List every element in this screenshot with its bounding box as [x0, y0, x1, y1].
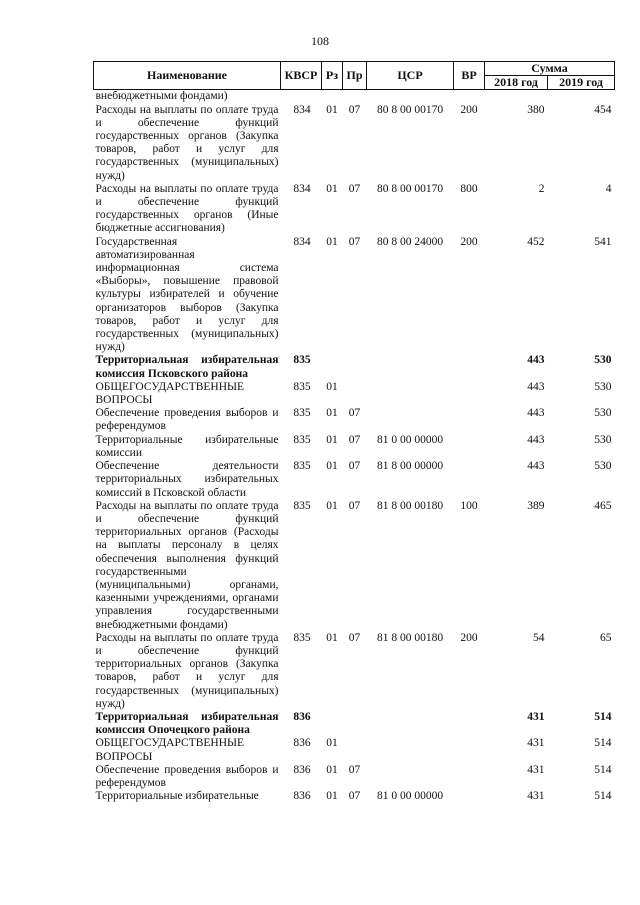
cell-vr: [454, 90, 485, 104]
cell-rz: [322, 90, 343, 104]
cell-amount-2018: 443: [527, 354, 545, 367]
cell-rz: 01: [326, 499, 338, 512]
cell-amount-2019: 514: [594, 763, 612, 776]
cell-vr: 200: [460, 103, 478, 116]
header-name: Наименование: [94, 62, 281, 90]
table-row: [94, 764, 615, 790]
cell-name: Расходы на выплаты по оплате труда и обеспечение функций территориальных органов (Закупка товаров, работ и услуг для государственных (муниципальных) нужд): [95, 631, 279, 710]
cell-csr: [367, 737, 454, 763]
cell-kvsr: [281, 90, 322, 104]
cell-csr: [367, 354, 454, 380]
cell-vr: [454, 460, 485, 500]
table-body: [94, 90, 615, 803]
cell-kvsr: 834: [293, 182, 311, 195]
cell-pr: 07: [348, 103, 361, 116]
header-csr: ЦСР: [367, 62, 454, 90]
cell-pr: [343, 711, 367, 737]
cell-kvsr: 835: [293, 433, 311, 446]
header-sum: Сумма: [485, 62, 615, 76]
cell-vr: [454, 764, 485, 790]
cell-kvsr: 835: [293, 407, 311, 420]
cell-csr: 81 0 00 00000: [376, 790, 444, 803]
table-row: [94, 500, 615, 632]
cell-amount-2019: 465: [594, 499, 612, 512]
cell-vr: 200: [460, 235, 478, 248]
cell-amount-2018: 380: [527, 103, 545, 116]
cell-name: Государственная автоматизированная информационная система «Выборы», повышение правовой культуры избирателей и обучение организаторов выборов (Закупка товаров, работ и услуг для государственных (муниципальных) нужд): [95, 235, 279, 354]
cell-amount-2018: 389: [527, 499, 545, 512]
cell-csr: 81 8 00 00000: [376, 460, 444, 473]
header-kvsr: КВСР: [281, 62, 322, 90]
cell-amount-2018: 431: [527, 737, 545, 750]
cell-pr: 07: [348, 182, 361, 195]
table-row: [94, 711, 615, 737]
cell-name: Территориальные избирательные комиссии: [95, 433, 279, 459]
table-row: [94, 381, 615, 407]
table-row: [94, 790, 615, 803]
cell-rz: 01: [326, 407, 338, 420]
cell-vr: [454, 354, 485, 380]
cell-amount-2018: 443: [527, 407, 545, 420]
cell-pr: [343, 737, 367, 763]
cell-amount-2019: 4: [605, 182, 612, 195]
cell-kvsr: 836: [293, 790, 311, 803]
cell-pr: 07: [348, 631, 361, 644]
cell-vr: 800: [460, 182, 478, 195]
cell-name: Территориальная избирательная комиссия Опочецкого района: [95, 710, 279, 737]
cell-name: Обеспечение деятельности территориальных избирательных комиссий в Псковской области: [95, 460, 279, 499]
cell-rz: 01: [326, 380, 338, 393]
cell-kvsr: 835: [293, 380, 311, 393]
table-row: [94, 183, 615, 236]
page-number: 108: [311, 34, 329, 48]
cell-csr: 80 8 00 00170: [376, 103, 444, 116]
cell-amount-2019: 454: [594, 103, 612, 116]
cell-csr: 81 0 00 00000: [376, 433, 444, 446]
header-pr: Пр: [343, 62, 367, 90]
cell-name: Расходы на выплаты по оплате труда и обеспечение функций территориальных органов (Расходы на выплаты персоналу в целях обеспечения выполнения функций государственными (муниципальными) органами, казенными учреждениями, органами управления государственными внебюджетными фондами): [95, 499, 279, 631]
cell-name: внебюджетными фондами): [95, 90, 228, 103]
header-vr: ВР: [454, 62, 485, 90]
cell-vr: [454, 737, 485, 763]
table-row: [94, 737, 615, 763]
cell-kvsr: 835: [293, 354, 311, 367]
cell-name: Территориальная избирательная комиссия Псковского района: [95, 354, 279, 380]
table-row: [94, 90, 615, 104]
table-row: [94, 236, 615, 355]
cell-amount-2019: 530: [594, 354, 612, 367]
cell-rz: 01: [326, 460, 338, 473]
cell-name: Расходы на выплаты по оплате труда и обеспечение функций государственных органов (Закупка товаров, работ и услуг для государственных (муниципальных) нужд): [95, 103, 279, 182]
cell-amount-2019: 530: [594, 380, 612, 393]
cell-vr: [454, 381, 485, 407]
cell-vr: [454, 434, 485, 460]
cell-pr: 07: [348, 790, 361, 803]
cell-amount-2019: 530: [594, 460, 612, 473]
cell-amount-2019: 530: [594, 407, 612, 420]
cell-amount-2019: 541: [594, 235, 612, 248]
cell-pr: 07: [348, 433, 361, 446]
header-year-2019: 2019 год: [548, 76, 615, 90]
cell-csr: 80 8 00 00170: [376, 182, 444, 195]
cell-csr: 81 8 00 00180: [376, 499, 444, 512]
cell-name: Расходы на выплаты по оплате труда и обеспечение функций государственных органов (Иные бюджетные ассигнования): [95, 182, 279, 235]
cell-rz: 01: [326, 631, 338, 644]
cell-pr: 07: [348, 499, 361, 512]
cell-csr: [367, 407, 454, 433]
header-year-2018: 2018 год: [485, 76, 548, 90]
table-header: [94, 62, 615, 90]
cell-kvsr: 836: [293, 737, 311, 750]
cell-name: ОБЩЕГОСУДАРСТВЕННЫЕ ВОПРОСЫ: [95, 737, 245, 763]
table-row: [94, 104, 615, 183]
cell-pr: [343, 354, 367, 380]
cell-rz: 01: [326, 433, 338, 446]
cell-rz: [322, 711, 343, 737]
cell-vr: 200: [460, 631, 478, 644]
cell-amount-2019: 65: [600, 631, 612, 644]
cell-amount-2018: 443: [527, 460, 545, 473]
cell-kvsr: 835: [293, 499, 311, 512]
cell-kvsr: 834: [293, 235, 311, 248]
cell-pr: [343, 381, 367, 407]
cell-amount-2019: 514: [594, 790, 612, 803]
cell-name: Обеспечение проведения выборов и референдумов: [95, 407, 279, 433]
cell-pr: 07: [348, 763, 361, 776]
cell-rz: 01: [326, 737, 338, 750]
cell-amount-2018: 443: [527, 433, 545, 446]
budget-table: [93, 61, 615, 803]
table-row: [94, 632, 615, 711]
cell-kvsr: 835: [293, 460, 311, 473]
cell-amount-2019: 514: [594, 737, 612, 750]
cell-amount-2019: [548, 90, 615, 104]
cell-amount-2019: 530: [594, 433, 612, 446]
cell-kvsr: 836: [293, 763, 311, 776]
cell-pr: 07: [348, 407, 361, 420]
cell-amount-2018: 2: [538, 182, 545, 195]
cell-kvsr: 834: [293, 103, 311, 116]
cell-amount-2018: 431: [527, 710, 545, 723]
cell-amount-2018: 431: [527, 790, 545, 803]
cell-name: Обеспечение проведения выборов и референдумов: [95, 763, 279, 789]
cell-pr: 07: [348, 235, 361, 248]
cell-amount-2018: 54: [533, 631, 545, 644]
cell-amount-2018: 443: [527, 380, 545, 393]
cell-pr: [343, 90, 367, 104]
cell-csr: [367, 711, 454, 737]
cell-csr: [367, 90, 454, 104]
cell-amount-2018: 431: [527, 763, 545, 776]
cell-name: Территориальные избирательные: [95, 790, 259, 803]
cell-rz: 01: [326, 790, 338, 803]
cell-rz: 01: [326, 182, 338, 195]
cell-vr: [454, 407, 485, 433]
cell-name: ОБЩЕГОСУДАРСТВЕННЫЕ ВОПРОСЫ: [95, 380, 245, 407]
table-row: [94, 354, 615, 380]
cell-amount-2018: 452: [527, 235, 545, 248]
cell-pr: 07: [348, 460, 361, 473]
cell-amount-2019: 514: [594, 710, 612, 723]
cell-rz: 01: [326, 103, 338, 116]
cell-vr: [454, 790, 485, 803]
cell-rz: [322, 354, 343, 380]
cell-csr: [367, 381, 454, 407]
cell-csr: [367, 764, 454, 790]
table-row: [94, 407, 615, 433]
cell-vr: 100: [460, 499, 478, 512]
cell-csr: 81 8 00 00180: [376, 631, 444, 644]
cell-kvsr: 835: [293, 631, 311, 644]
table-row: [94, 434, 615, 460]
cell-csr: 80 8 00 24000: [376, 235, 444, 248]
table-row: [94, 460, 615, 500]
cell-amount-2018: [485, 90, 548, 104]
cell-kvsr: 836: [293, 710, 311, 723]
cell-rz: 01: [326, 763, 338, 776]
header-rz: Рз: [322, 62, 343, 90]
cell-vr: [454, 711, 485, 737]
cell-rz: 01: [326, 235, 338, 248]
